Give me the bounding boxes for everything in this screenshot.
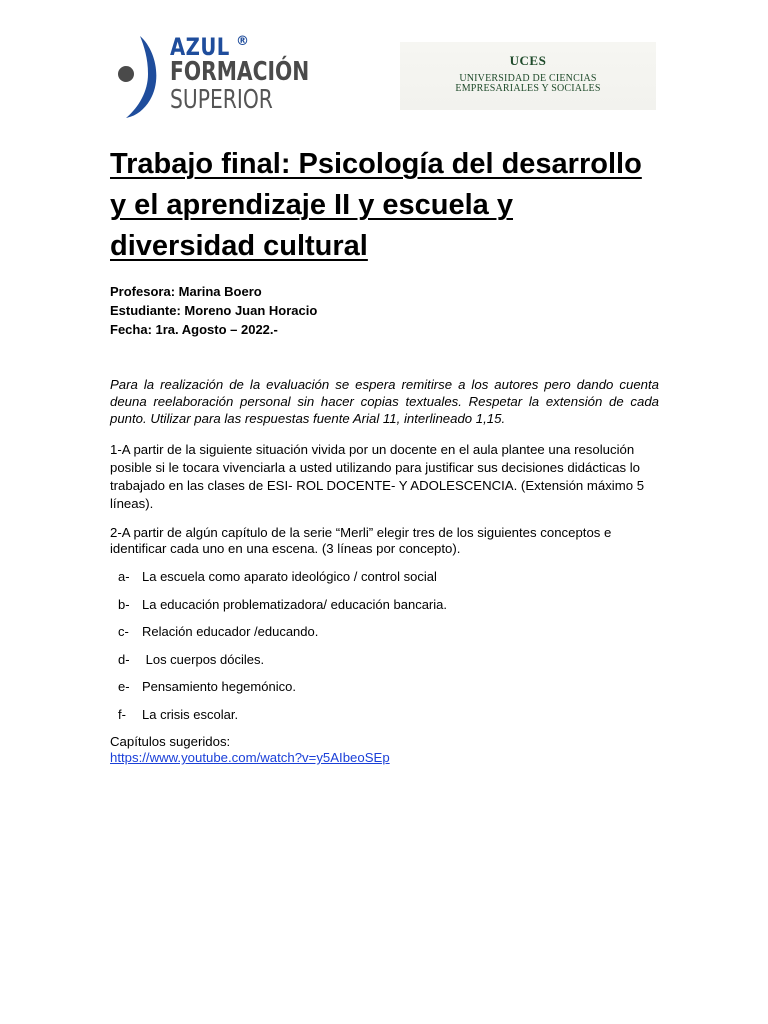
question-2: 2-A partir de algún capítulo de la serie “Merli” elegir tres de los siguientes conceptos e identificar cada uno en una escena. (3 líneas por concepto). (110, 525, 612, 556)
list-item-text: La crisis escolar. (142, 706, 239, 722)
list-item-text: Pensamiento hegemónico. (142, 679, 296, 695)
list-marker: f- (118, 706, 126, 722)
azul-formacion-superior-logo (112, 34, 312, 118)
list-marker: a- (118, 569, 130, 584)
document-meta (110, 282, 317, 339)
list-marker: d- (118, 651, 130, 667)
uces-logo-line1: UNIVERSIDAD DE CIENCIAS (459, 73, 597, 84)
professor-line: Profesora: Marina Boero (110, 284, 262, 299)
student-line: Estudiante: Moreno Juan Horacio (110, 303, 318, 318)
list-marker: b- (118, 596, 130, 612)
instructions-paragraph: Para la realización de la evaluación se espera remitirse a los autores pero dando cuenta deuna reelaboración personal sin hacer copias textuales. Respetar la extensión de cada punto. Utilizar para las respuestas fuente Arial 11, interlineado 1,15. (110, 377, 659, 426)
azul-logo-brand: AZUL (170, 33, 230, 61)
youtube-link[interactable]: https://www.youtube.com/watch?v=y5AIbeoSEp (110, 750, 390, 765)
uces-logo (400, 42, 656, 110)
suggested-chapters-label: Capítulos sugeridos: (110, 734, 231, 749)
list-item-text: La escuela como aparato ideológico / control social (142, 569, 437, 584)
list-marker: e- (118, 679, 130, 695)
list-item-text: Relación educador /educando. (142, 624, 319, 640)
registered-mark: ® (236, 34, 249, 49)
azul-logo-mark-icon (112, 34, 172, 118)
date-line: Fecha: 1ra. Agosto – 2022.- (110, 322, 278, 337)
uces-logo-name: UCES (509, 53, 547, 68)
suggested-chapters (110, 734, 390, 766)
document-title: Trabajo final: Psicología del desarrollo y el aprendizaje II y escuela y diversidad cultural (110, 148, 642, 262)
azul-logo-formacion: FORMACIÓN (170, 57, 310, 87)
question-1: 1-A partir de la siguiente situación vivida por un docente en el aula plantee una resolución posible si le tocara vivenciarla a usted utilizando para justificar sus decisiones didácticas lo trabajado en las clases de ESI- ROL DOCENTE- Y ADOLESCENCIA. (Extensión máximo 5 líneas). (110, 442, 645, 511)
list-item-text: Los cuerpos dóciles. (142, 651, 265, 667)
azul-logo-superior: SUPERIOR (170, 85, 273, 115)
list-item-text: La educación problematizadora/ educación bancaria. (142, 596, 447, 612)
uces-logo-line2: EMPRESARIALES Y SOCIALES (455, 83, 601, 94)
list-marker: c- (118, 624, 129, 640)
